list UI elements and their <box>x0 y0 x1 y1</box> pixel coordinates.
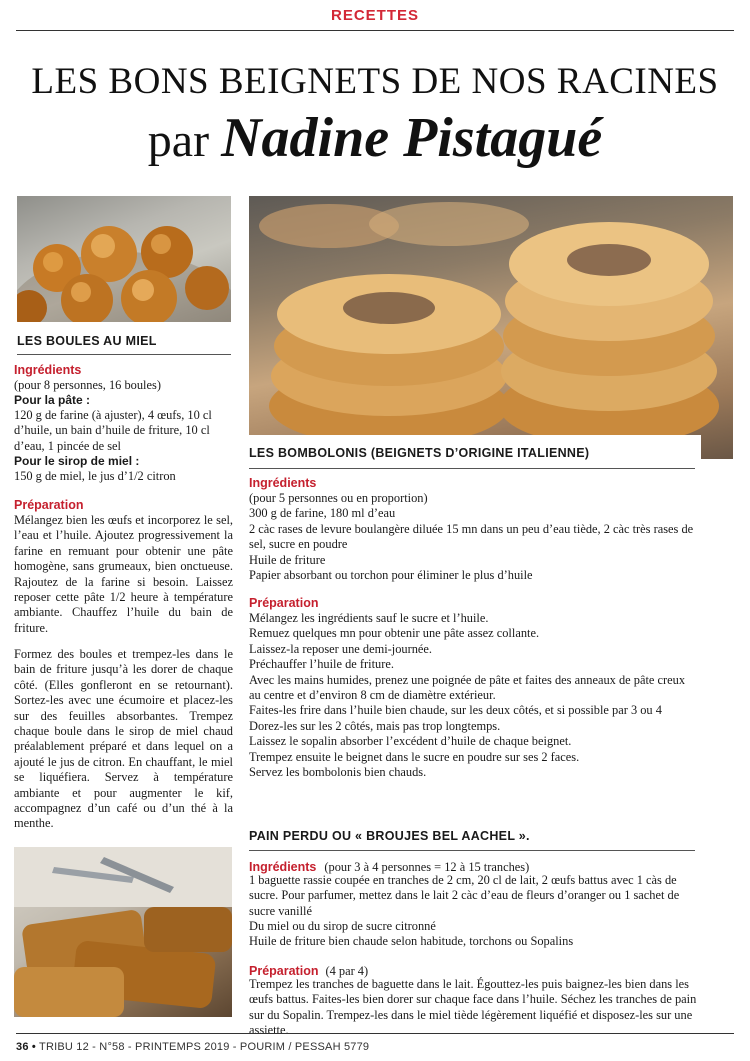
text-line: Avec les mains humides, prenez une poignée de pâte et faites des anneaux de pâte creux <box>249 672 686 687</box>
footer-text: TRIBU 12 - N°58 - PRINTEMPS 2019 - POURIM / PESSAH 5779 <box>39 1041 370 1053</box>
text-line: sel, sucre en poudre <box>249 537 348 552</box>
painperdu-prep-label: Préparation <box>249 964 319 978</box>
text-line: 300 g de farine, 180 ml d’eau <box>249 506 396 521</box>
text-line: 2 càc rases de levure boulangère diluée 15 mn dans un peu d’eau tiède, 2 càc très rases de <box>249 521 694 536</box>
bombolonis-prep <box>249 611 729 780</box>
painperdu-title-rule <box>249 850 695 851</box>
text-line: Laissez le sopalin absorber l’excédent d’huile de chaque beignet. <box>249 734 572 749</box>
text-line: Papier absorbant ou torchon pour éliminer le plus d’huile <box>249 568 533 583</box>
boules-title: LES BOULES AU MIEL <box>17 334 157 348</box>
page-number: 36 <box>16 1041 29 1053</box>
bombolonis-prep-label: Préparation <box>249 596 319 610</box>
text-line: Huile de friture <box>249 552 326 567</box>
page-footer <box>16 1041 369 1053</box>
author-name: Nadine Pistagué <box>221 107 603 169</box>
text-line: Du miel ou du sirop de sucre citronné <box>249 919 436 933</box>
text-line: Laissez-la reposer une demi-journée. <box>249 641 433 656</box>
text-line: Préchauffer l’huile de friture. <box>249 657 394 672</box>
boules-title-rule <box>17 354 231 355</box>
author-by: par <box>147 114 210 167</box>
text-line: Servez les bombolonis bien chauds. <box>249 765 427 780</box>
text-line: au centre et d’environ 8 cm de diamètre extérieur. <box>249 688 496 703</box>
photo-boules-au-miel <box>17 196 231 322</box>
text-line: Huile de friture bien chaude selon habitude, torchons ou Sopalins <box>249 934 574 949</box>
boules-prep-label: Préparation <box>14 498 84 512</box>
top-divider <box>16 30 734 31</box>
boules-sirop-label: Pour le sirop de miel : <box>14 454 140 468</box>
footer-bullet: • <box>31 1041 36 1053</box>
text-line: Faites-les frire dans l’huile bien chaude, sur les deux côtés, et si possible par 3 ou 4 <box>249 703 662 718</box>
text-line: d’huile, un bain d’huile de friture, 10 cl <box>14 423 210 438</box>
painperdu-prep-text: Trempez les tranches de baguette dans le lait. Égouttez-les puis baignez-les bien dans les œufs battus. Faites-les bien dorer sur chaque face dans l’huile. Séchez les tranches de pain sur du Sopalin. Trempez-les dans le miel tiède légèrement liquéfié et disposez-les sur une assiette. <box>249 977 697 1038</box>
boules-ingredients-label: Ingrédients <box>14 363 82 377</box>
text-line: Trempez ensuite le beignet dans le sucre en poudre sur ses 2 faces. <box>249 749 580 764</box>
bombolonis-ingredients <box>249 491 729 583</box>
bombolonis-title: LES BOMBOLONIS (BEIGNETS D’ORIGINE ITALIENNE) <box>249 446 590 460</box>
painperdu-ingredients-text: 1 baguette rassie coupée en tranches de 2 cm, 20 cl de lait, 2 œufs battus avec 1 càs de sucre. Pour parfumer, mettez dans le lait 2 càc d’eau de fleurs d’oranger ou 1 sachet de sucre vanillé <box>249 873 680 918</box>
text-line: Remuez quelques mn pour obtenir une pâte assez collante. <box>249 626 540 641</box>
section-label: RECETTES <box>330 7 419 24</box>
text-line: (pour 5 personnes ou en proportion) <box>249 491 428 505</box>
painperdu-prep-note: (4 par 4) <box>325 964 369 978</box>
text-line: Mélangez les ingrédients sauf le sucre et l’huile. <box>249 611 489 625</box>
boules-pate-text <box>14 408 244 454</box>
text-line: Dorez-les sur les 2 côtés, mais pas trop longtemps. <box>249 718 501 733</box>
photo-pain-perdu <box>14 847 232 1017</box>
bombolonis-title-rule <box>249 468 695 469</box>
painperdu-servings: (pour 3 à 4 personnes = 12 à 15 tranches) <box>324 860 530 874</box>
page-title: LES BONS BEIGNETS DE NOS RACINES <box>31 61 719 102</box>
painperdu-ingredients-list <box>249 919 729 950</box>
text-line: 120 g de farine (à ajuster), 4 œufs, 10 cl <box>14 408 212 422</box>
boules-prep-p1: Mélangez bien les œufs et incorporez le sel, l’eau et l’huile. Ajoutez progressivement la farine en remuant pour obtenir une pâte homogène, sans grumeaux, bien onctueuse. Rajoutez de la farine si besoin. Laissez reposer cette pâte 1/2 heure à température ambiante. Chauffez l’huile du bain de friture. <box>14 513 233 635</box>
footer-divider <box>16 1033 734 1034</box>
painperdu-title: PAIN PERDU OU « BROUJES BEL AACHEL ». <box>249 829 530 843</box>
author-line <box>0 108 750 171</box>
bombolonis-ingredients-label: Ingrédients <box>249 476 317 490</box>
painperdu-ingredients-label: Ingrédients <box>249 860 317 874</box>
boules-prep-p2: Formez des boules et trempez-les dans le bain de friture jusqu’à les dorer de chaque côté. (Elles gonfleront en se retournant). Sortez-les avec une écumoire et placez-les sur des feuilles absorbantes. Trempez chaque boule dans le sirop de miel chaud préalablement préparé et dans lequel on a ajouté le jus de citron. En chauffant, le miel se liquéfiera. Servez à température ambiante et pour augmenter le kif, accompagnez d’un café ou d’un thé à la menthe. <box>14 647 233 831</box>
text-line: d’eau, 1 pincée de sel <box>14 438 121 453</box>
boules-sirop-text: 150 g de miel, le jus d’1/2 citron <box>14 469 176 483</box>
boules-pate-label: Pour la pâte : <box>14 393 91 407</box>
photo-bombolonis <box>249 196 733 459</box>
boules-servings: (pour 8 personnes, 16 boules) <box>14 378 161 392</box>
